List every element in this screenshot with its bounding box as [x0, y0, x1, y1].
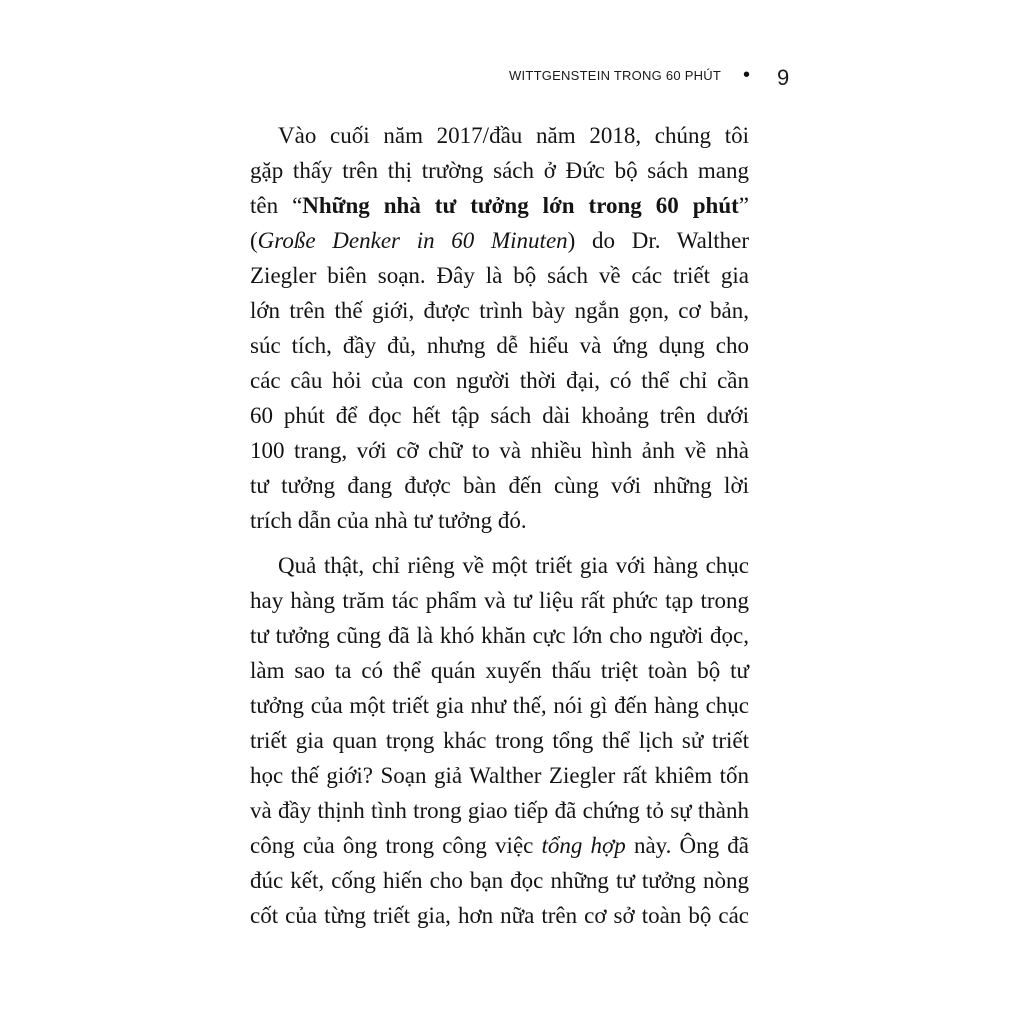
- paragraph-2: [250, 548, 749, 933]
- text-line: tưởng của một triết gia như thế, nói gì đến hàng chục: [250, 693, 749, 718]
- text-line: Ziegler biên soạn. Đây là bộ sách về các triết gia: [250, 263, 749, 288]
- paragraph-1: [250, 118, 749, 538]
- text-line: đúc kết, cống hiến cho bạn đọc những tư tưởng nòng: [250, 868, 749, 893]
- text-line: học thế giới? Soạn giả Walther Ziegler rất khiêm tốn: [250, 763, 749, 788]
- text-line: [250, 828, 749, 863]
- text-run: (: [250, 228, 258, 253]
- text-line: [250, 188, 749, 223]
- page-number: 9: [777, 65, 790, 90]
- text-line: tư tưởng đang được bàn đến cùng với những lời: [250, 473, 749, 498]
- text-line: Vào cuối năm 2017/đầu năm 2018, chúng tôi: [278, 123, 749, 148]
- text-line: cốt của từng triết gia, hơn nữa trên cơ sở toàn bộ các: [250, 903, 749, 928]
- text-line: [250, 223, 749, 258]
- text-line: các câu hỏi của con người thời đại, có thể chỉ cần: [250, 368, 749, 393]
- text-line: và đầy thịnh tình trong giao tiếp đã chứng tỏ sự thành: [250, 798, 749, 823]
- text-line: hay hàng trăm tác phẩm và tư liệu rất phức tạp trong: [250, 588, 749, 613]
- text-line: súc tích, đầy đủ, nhưng dễ hiểu và ứng dụng cho: [250, 333, 749, 358]
- text-line: 100 trang, với cỡ chữ to và nhiều hình ảnh về nhà: [250, 438, 749, 463]
- text-line-last: trích dẫn của nhà tư tưởng đó.: [250, 508, 527, 533]
- running-title: WITTGENSTEIN TRONG 60 PHÚT: [509, 68, 722, 83]
- text-line: tư tưởng cũng đã là khó khăn cực lớn cho người đọc,: [250, 623, 749, 648]
- header-bullet-separator: •: [743, 64, 751, 86]
- book-series-title-bold: Những nhà tư tưởng lớn trong 60 phút: [302, 193, 739, 218]
- text-line: gặp thấy trên thị trường sách ở Đức bộ sách mang: [250, 158, 749, 183]
- emphasis-italic: tổng hợp: [541, 833, 626, 858]
- text-run: ”: [738, 193, 749, 218]
- text-line: triết gia quan trọng khác trong tổng thể lịch sử triết: [250, 728, 749, 753]
- original-title-italic: Große Denker in 60 Minuten: [257, 228, 568, 253]
- text-run: tên “: [250, 193, 303, 218]
- text-line: 60 phút để đọc hết tập sách dài khoảng trên dưới: [250, 403, 749, 428]
- text-run: này. Ông đã: [625, 833, 749, 858]
- text-line: làm sao ta có thể quán xuyến thấu triệt toàn bộ tư: [250, 658, 749, 683]
- text-run: công của ông trong công việc: [250, 833, 542, 858]
- text-line: Quả thật, chỉ riêng về một triết gia với hàng chục: [278, 553, 749, 578]
- text-line: lớn trên thế giới, được trình bày ngắn gọn, cơ bản,: [250, 298, 749, 323]
- text-run: ) do Dr. Walther: [567, 228, 750, 253]
